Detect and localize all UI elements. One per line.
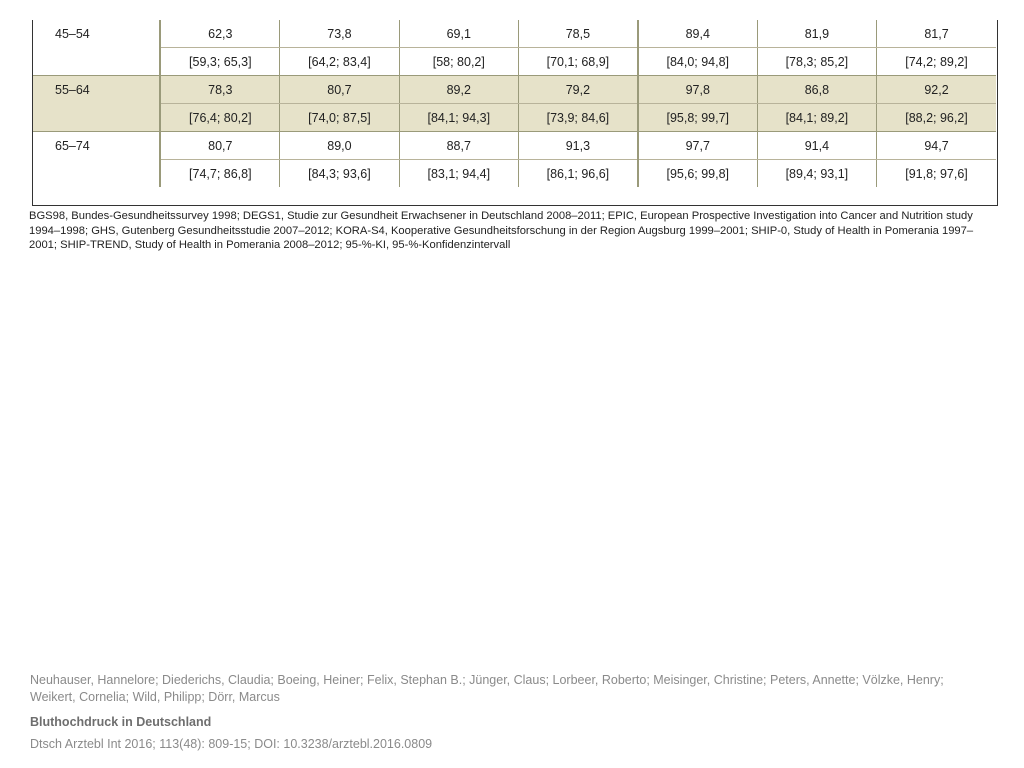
confidence-interval-cell: [95,6; 99,8] bbox=[638, 160, 757, 188]
citation-title: Bluthochdruck in Deutschland bbox=[30, 715, 212, 729]
confidence-interval-cell: [73,9; 84,6] bbox=[518, 104, 637, 132]
table-row bbox=[33, 132, 996, 160]
prevalence-cell: 62,3 bbox=[160, 20, 279, 48]
confidence-interval-cell: [88,2; 96,2] bbox=[877, 104, 996, 132]
prevalence-cell: 79,2 bbox=[518, 76, 637, 104]
age-group-spacer bbox=[33, 104, 160, 132]
prevalence-cell: 92,2 bbox=[877, 76, 996, 104]
confidence-interval-cell: [64,2; 83,4] bbox=[280, 48, 399, 76]
confidence-interval-cell: [84,1; 94,3] bbox=[399, 104, 518, 132]
confidence-interval-cell: [70,1; 68,9] bbox=[518, 48, 637, 76]
table-row bbox=[33, 76, 996, 104]
table-frame bbox=[32, 20, 998, 206]
confidence-interval-cell: [95,8; 99,7] bbox=[638, 104, 757, 132]
prevalence-cell: 78,5 bbox=[518, 20, 637, 48]
data-table bbox=[33, 20, 996, 187]
prevalence-cell: 89,4 bbox=[638, 20, 757, 48]
age-group-cell: 65–74 bbox=[33, 132, 160, 160]
citation-authors: Neuhauser, Hannelore; Diederichs, Claudia; Boeing, Heiner; Felix, Stephan B.; Jünger, Claus; Lorbeer, Roberto; Meisinger, Christine; Peters, Annette; Völzke, Henry; Weikert, Cornelia; Wild, Philipp; Dörr, Marcus bbox=[30, 673, 944, 704]
table-footnote: BGS98, Bundes-Gesundheitssurvey 1998; DEGS1, Studie zur Gesundheit Erwachsener in Deutschland 2008–2011; EPIC, European Prospective Investigation into Cancer and Nutrition study 1994–1998; GHS, Gutenberg Gesundheitsstudie 2007–2012; KORA-S4, Kooperative Gesundheitsforschung in der Region Augsburg 1999–2001; SHIP-0, Study of Health in Pomerania 1997–2001; SHIP-TREND, Study of Health in Pomerania 2008–2012; 95-%-KI, 95-%-Konfidenzintervall bbox=[29, 210, 974, 251]
citation-block bbox=[30, 672, 990, 753]
age-group-spacer bbox=[33, 48, 160, 76]
confidence-interval-cell: [78,3; 85,2] bbox=[757, 48, 876, 76]
confidence-interval-cell: [76,4; 80,2] bbox=[160, 104, 279, 132]
citation-source: Dtsch Arztebl Int 2016; 113(48): 809-15; DOI: 10.3238/arztebl.2016.0809 bbox=[30, 737, 433, 751]
prevalence-cell: 89,0 bbox=[280, 132, 399, 160]
table-row-ci bbox=[33, 48, 996, 76]
prevalence-cell: 88,7 bbox=[399, 132, 518, 160]
prevalence-cell: 97,8 bbox=[638, 76, 757, 104]
confidence-interval-cell: [89,4; 93,1] bbox=[757, 160, 876, 188]
prevalence-cell: 81,7 bbox=[877, 20, 996, 48]
confidence-interval-cell: [86,1; 96,6] bbox=[518, 160, 637, 188]
age-group-cell: 45–54 bbox=[33, 20, 160, 48]
confidence-interval-cell: [74,2; 89,2] bbox=[877, 48, 996, 76]
confidence-interval-cell: [84,0; 94,8] bbox=[638, 48, 757, 76]
confidence-interval-cell: [74,7; 86,8] bbox=[160, 160, 279, 188]
prevalence-cell: 78,3 bbox=[160, 76, 279, 104]
confidence-interval-cell: [59,3; 65,3] bbox=[160, 48, 279, 76]
prevalence-cell: 91,4 bbox=[757, 132, 876, 160]
prevalence-cell: 91,3 bbox=[518, 132, 637, 160]
prevalence-cell: 81,9 bbox=[757, 20, 876, 48]
confidence-interval-cell: [84,1; 89,2] bbox=[757, 104, 876, 132]
table-row-ci bbox=[33, 104, 996, 132]
age-group-cell: 55–64 bbox=[33, 76, 160, 104]
confidence-interval-cell: [91,8; 97,6] bbox=[877, 160, 996, 188]
prevalence-cell: 97,7 bbox=[638, 132, 757, 160]
confidence-interval-cell: [74,0; 87,5] bbox=[280, 104, 399, 132]
prevalence-cell: 80,7 bbox=[280, 76, 399, 104]
prevalence-cell: 80,7 bbox=[160, 132, 279, 160]
age-group-spacer bbox=[33, 160, 160, 188]
table-row bbox=[33, 20, 996, 48]
confidence-interval-cell: [58; 80,2] bbox=[399, 48, 518, 76]
prevalence-cell: 86,8 bbox=[757, 76, 876, 104]
prevalence-cell: 89,2 bbox=[399, 76, 518, 104]
table-body bbox=[33, 20, 996, 187]
prevalence-cell: 94,7 bbox=[877, 132, 996, 160]
table-row-ci bbox=[33, 160, 996, 188]
prevalence-cell: 69,1 bbox=[399, 20, 518, 48]
confidence-interval-cell: [83,1; 94,4] bbox=[399, 160, 518, 188]
confidence-interval-cell: [84,3; 93,6] bbox=[280, 160, 399, 188]
prevalence-cell: 73,8 bbox=[280, 20, 399, 48]
